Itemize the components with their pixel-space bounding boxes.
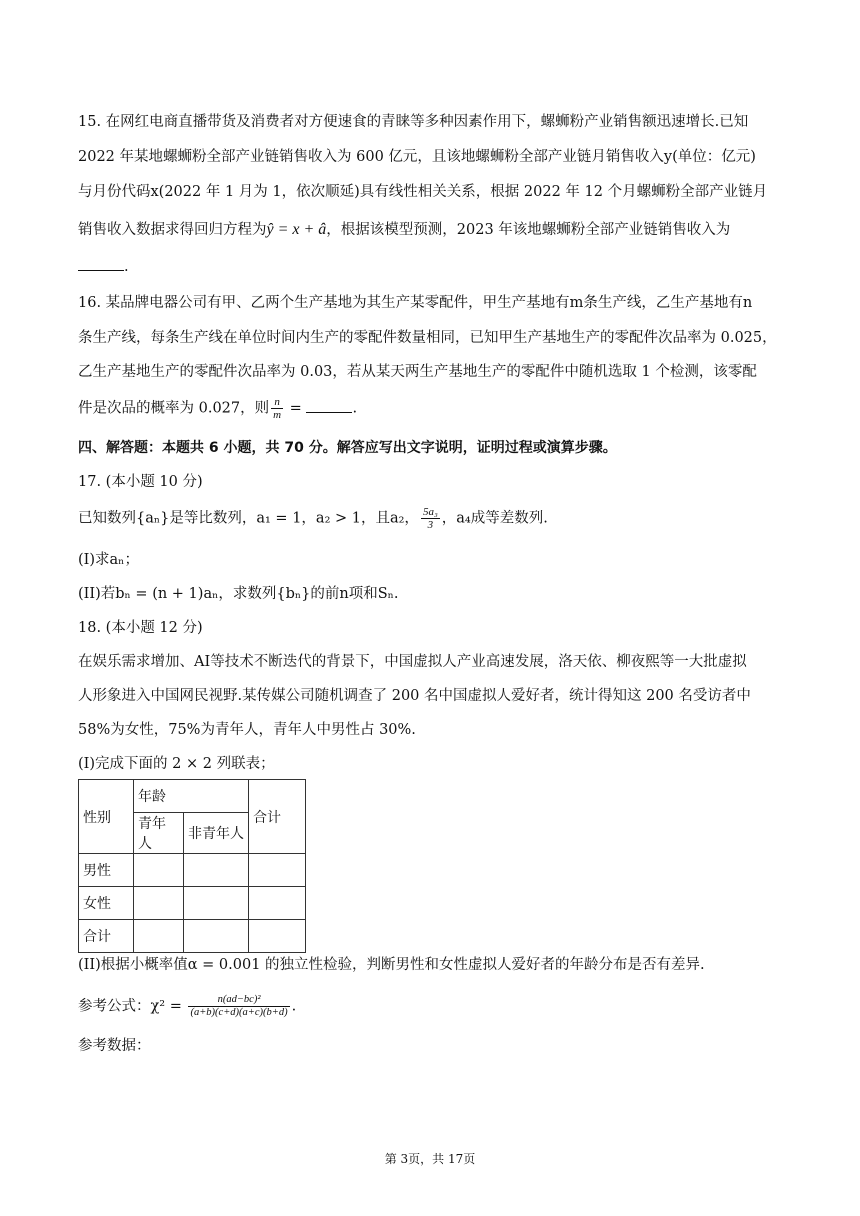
- table-cell: [134, 887, 184, 920]
- q18-header: 18. (本小题 12 分): [78, 620, 203, 636]
- row-label: 女性: [79, 887, 134, 920]
- table-total-header: 合计: [249, 780, 306, 854]
- q16-line2: 条生产线，每条生产线在单位时间内生产的零配件数量相同，已知甲生产基地生产的零配件次品率为 0.025，: [78, 330, 777, 346]
- table-age-header: 年龄: [134, 780, 249, 813]
- table-cell: [249, 920, 306, 953]
- q16-eq: =: [285, 400, 307, 417]
- q18-part2: (II)根据小概率值α = 0.001 的独立性检验，判断男性和女性虚拟人爱好者的年龄分布是否有差异.: [78, 957, 705, 973]
- table-row: [79, 920, 306, 953]
- frac-num: n: [271, 396, 283, 409]
- row-label: 合计: [79, 920, 134, 953]
- q18-line1: 在娱乐需求增加、AI等技术不断迭代的背景下，中国虚拟人产业高速发展，洛天依、柳夜熙等一大批虚拟: [78, 654, 747, 670]
- table-corner: 性别: [79, 780, 134, 854]
- section-heading: 四、解答题：本题共 6 小题，共 70 分。解答应写出文字说明，证明过程或演算步骤。: [78, 440, 617, 456]
- chi-square-fraction: [188, 994, 289, 1019]
- frac-den: (a+b)(c+d)(a+c)(b+d): [190, 1007, 288, 1018]
- q17-part2: (II)若bₙ = (n + 1)aₙ，求数列{bₙ}的前n项和Sₙ.: [78, 586, 399, 602]
- table-cell: [134, 920, 184, 953]
- q18-formula: [78, 994, 786, 1019]
- table-cell: [134, 854, 184, 887]
- q16-period: .: [352, 400, 358, 417]
- q15-line4-text-b: ，根据该模型预测，2023 年该地螺蛳粉全部产业链销售收入为: [326, 222, 731, 238]
- q15-line4-text-a: 销售收入数据求得回归方程为: [78, 222, 267, 238]
- q18-line3: 58%为女性，75%为青年人，青年人中男性占 30%.: [78, 722, 416, 738]
- table-row: [79, 854, 306, 887]
- q16-line3: 乙生产基地生产的零配件次品率为 0.03，若从某天两生产基地生产的零配件中随机选取 1 个检测，该零配: [78, 364, 757, 380]
- formula-period: .: [291, 998, 297, 1015]
- frac-num: n(ad−bc)²: [188, 994, 289, 1007]
- q16-line4: [78, 396, 786, 421]
- five-a3-over-3-fraction: [421, 506, 440, 531]
- q17-stem-b: ，a₄成等差数列.: [441, 510, 548, 527]
- q18-ref-data: 参考数据：: [78, 1038, 151, 1054]
- q17-stem: [78, 506, 786, 531]
- frac-den: m: [273, 409, 282, 421]
- q15-period: .: [124, 259, 129, 275]
- table-row: [79, 887, 306, 920]
- q15-line2: 2022 年某地螺蛳粉全部产业链销售收入为 600 亿元，且该地螺蛳粉全部产业链月销售收入y(单位：亿元): [78, 149, 756, 165]
- q15-line4: [78, 220, 786, 240]
- q15-line1: 15. 在网红电商直播带货及消费者对方便速食的青睐等多种因素作用下，螺蛳粉产业销售额迅速增长.已知: [78, 114, 749, 130]
- q16-line1: 16. 某品牌电器公司有甲、乙两个生产基地为其生产某零配件，甲生产基地有m条生产线，乙生产基地有n: [78, 295, 753, 311]
- contingency-table: [78, 779, 306, 953]
- q16-line4-text-a: 件是次品的概率为 0.027，则: [78, 400, 270, 417]
- page-footer: 第 3页，共 17页: [384, 1152, 476, 1166]
- table-notyoung-header: 非青年人: [184, 813, 249, 854]
- answer-blank: [306, 398, 352, 413]
- q17-part1: (I)求aₙ；: [78, 552, 139, 568]
- q18-part1: (I)完成下面的 2 × 2 列联表；: [78, 756, 275, 772]
- table-cell: [249, 854, 306, 887]
- table-young-header: 青年人: [134, 813, 184, 854]
- row-label: 男性: [79, 854, 134, 887]
- q17-header: 17. (本小题 10 分): [78, 474, 203, 490]
- answer-blank: [78, 256, 124, 271]
- q17-stem-a: 已知数列{aₙ}是等比数列，a₁ = 1，a₂ > 1，且a₂，: [78, 510, 419, 527]
- n-over-m-fraction: [271, 396, 283, 421]
- table-cell: [184, 887, 249, 920]
- table-cell: [184, 854, 249, 887]
- q15-line5: [78, 256, 786, 277]
- frac-den: 3: [427, 519, 434, 531]
- table-cell: [184, 920, 249, 953]
- q18-line2: 人形象进入中国网民视野.某传媒公司随机调查了 200 名中国虚拟人爱好者，统计得知这 200 名受访者中: [78, 688, 751, 704]
- q15-line3: 与月份代码x(2022 年 1 月为 1，依次顺延)具有线性相关关系，根据 2022 年 12 个月螺蛳粉全部产业链月: [78, 184, 768, 200]
- formula-label: 参考公式：χ² =: [78, 998, 187, 1015]
- regression-equation: ŷ = x + â: [266, 221, 327, 238]
- table-cell: [249, 887, 306, 920]
- frac-num: 5a₃: [422, 506, 438, 518]
